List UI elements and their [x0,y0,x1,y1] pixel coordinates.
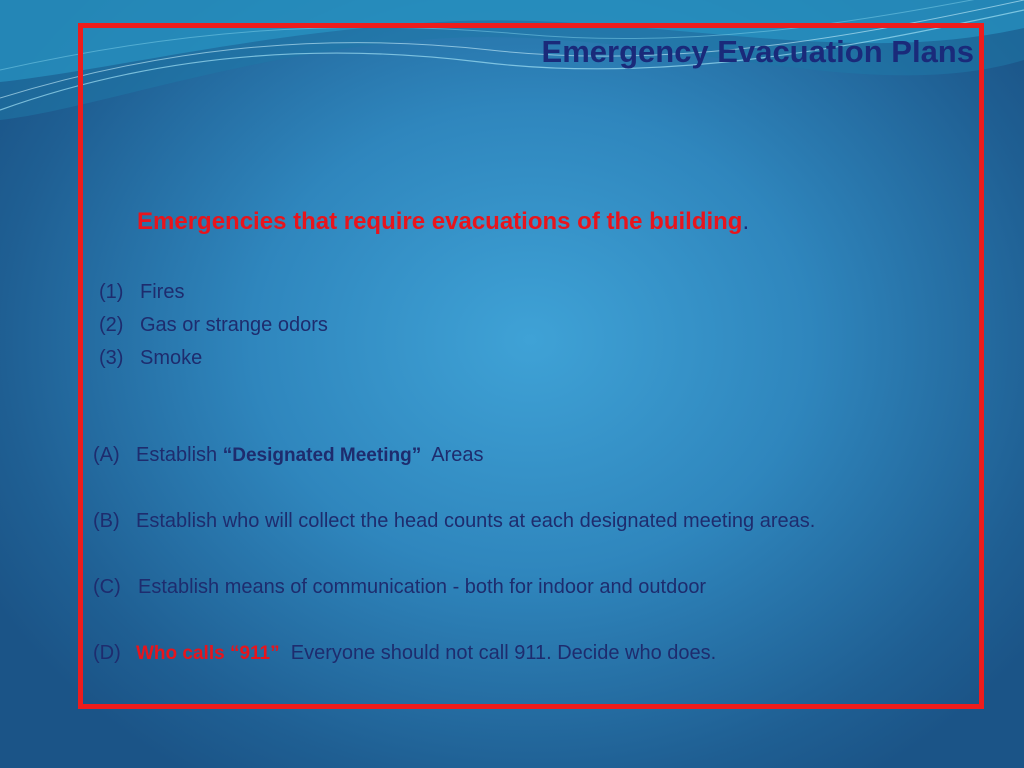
step-c [93,576,706,599]
list-item-text: Gas or strange odors [140,314,328,336]
list-item-text: Smoke [140,347,203,369]
list-item-number: (3) [99,347,124,369]
list-item-text: Fires [140,281,185,303]
step-highlight: Who calls “911” [136,643,280,664]
numbered-list [99,280,328,379]
step-text-trailing: Everyone should not call 911. Decide who does. [279,642,717,664]
list-item [99,280,328,313]
slide-title: Emergency Evacuation Plans [541,34,974,69]
step-emphasis: “Designated Meeting” [222,445,422,466]
list-item-number: (2) [99,314,124,336]
step-a [93,444,483,467]
step-label: (A) [93,444,120,466]
step-d [93,642,716,665]
step-text: Establish who will collect the head counts at each designated meeting areas. [136,510,816,532]
step-label: (C) [93,576,121,598]
list-item-number: (1) [99,281,124,303]
step-text: Establish means of communication - both for indoor and outdoor [138,576,707,598]
step-b [93,510,815,533]
list-item [99,313,328,346]
step-label: (D) [93,642,121,664]
section-heading-period: . [742,208,750,235]
section-heading-text: Emergencies that require evacuations of the building [137,208,743,235]
step-text-trailing: Areas [421,444,484,466]
step-text: Establish [136,444,223,466]
section-heading [137,208,749,236]
step-label: (B) [93,510,120,532]
list-item [99,346,328,379]
